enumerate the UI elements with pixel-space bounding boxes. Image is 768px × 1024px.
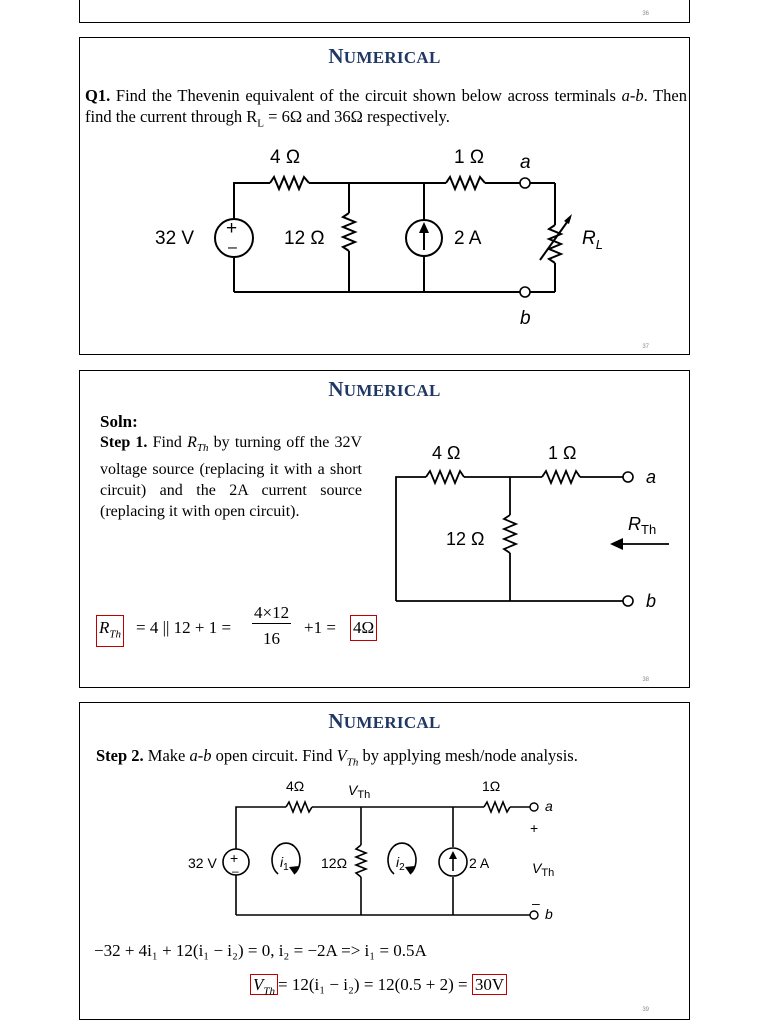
- question-text: Q1. Find the Thevenin equivalent of the circuit shown below across terminals a-b. Then find the current through $R_L = 6\Omega$ and 36Ω respectively.: [85, 86, 687, 130]
- slide-2: [79, 37, 690, 355]
- label-vth-top: $V_{Th}$: [348, 782, 371, 801]
- step1-text: Step 1. Find $R_{Th}$ by turning off the 32V voltage source (replacing it with a short circuit) and the 2A current source (replacing it with open circuit).: [100, 434, 363, 521]
- label-b: b: [520, 308, 531, 329]
- slide-title: NUMERICAL: [328, 709, 441, 733]
- label-i2: $i_2$: [396, 854, 405, 873]
- page-number: 38: [642, 677, 649, 683]
- label-12ohm: 12Ω: [321, 855, 348, 871]
- minus-sign: –: [232, 864, 239, 878]
- slide-1: [79, 0, 690, 23]
- label-minus: –: [532, 895, 540, 911]
- solution-label: Soln:: [100, 412, 138, 431]
- circuit-diagram-3: [80, 703, 691, 1021]
- circuit-diagram-1: [80, 38, 691, 356]
- resistor-12ohm: [504, 515, 516, 553]
- plus-sign: +: [230, 850, 239, 866]
- page-number: 37: [642, 344, 649, 350]
- label-1ohm: 1 Ω: [454, 147, 485, 168]
- terminal-a: [530, 803, 538, 811]
- label-plus: +: [530, 820, 539, 836]
- label-b: b: [545, 906, 553, 922]
- minus-sign: –: [228, 239, 237, 256]
- rth-symbol-box: $R_{Th}$: [96, 615, 124, 647]
- resistor-1ohm: [542, 471, 580, 483]
- label-b: b: [646, 591, 657, 611]
- resistor-12ohm: [343, 213, 355, 251]
- slide-3: NUMERICAL Soln: Step 1. Find $R_{Th}$ by turning off the 32V voltage source (replacing it with a short circuit) and the 2A current source (replacing it with open circuit). 4 Ω 1 Ω 12 Ω a b $R_{Th}$ $R_{Th}$ = 4 || 12 + 1 = 4×12 16 +1 = 4Ω 38: [79, 370, 690, 688]
- resistor-1ohm: [446, 177, 485, 189]
- resistor-4ohm: [426, 471, 464, 483]
- rth-result-box: 4Ω: [350, 615, 377, 641]
- slide-4: [79, 702, 690, 1020]
- terminal-b: [530, 911, 538, 919]
- label-1ohm: 1 Ω: [548, 443, 577, 463]
- step2-text: Step 2. Make a-b open circuit. Find $V_{Th}$ by applying mesh/node analysis.: [96, 746, 578, 769]
- label-a: a: [545, 798, 553, 814]
- label-32v: 32 V: [155, 228, 195, 249]
- vth-result-box: 30V: [472, 974, 507, 995]
- label-a: a: [646, 467, 657, 487]
- terminal-a: [520, 178, 530, 188]
- circuit-diagram-2: [80, 371, 691, 689]
- page-number: 36: [642, 11, 649, 17]
- label-vth-side: $V_{Th}$: [532, 860, 555, 879]
- label-rl: $R_L$: [582, 228, 603, 252]
- page-number: 39: [642, 1007, 649, 1013]
- label-4ohm: 4 Ω: [270, 147, 301, 168]
- label-32v: 32 V: [188, 855, 217, 871]
- label-4ohm: 4 Ω: [432, 443, 461, 463]
- resistor-12ohm: [356, 845, 366, 877]
- plus-sign: +: [226, 218, 238, 239]
- label-12ohm: 12 Ω: [446, 529, 485, 549]
- vth-symbol-box: $V_{Th}$: [250, 974, 278, 995]
- terminal-b: [623, 596, 633, 606]
- terminal-a: [623, 472, 633, 482]
- label-2a: 2 A: [454, 228, 482, 249]
- slide-title: NUMERICAL: [328, 377, 441, 401]
- resistor-4ohm: [286, 802, 312, 812]
- label-1ohm: 1Ω: [482, 778, 501, 794]
- label-4ohm: 4Ω: [286, 778, 305, 794]
- label-i1: $i_1$: [280, 854, 289, 873]
- label-2a: 2 A: [469, 855, 490, 871]
- terminal-b: [520, 287, 530, 297]
- resistor-1ohm: [484, 802, 510, 812]
- mesh-equation: −32 + 4i₁ + 12(i₁ − i₂) = 0, i₂ = −2A => i₁ = 0.5A: [94, 941, 427, 960]
- slide-title: NUMERICAL: [328, 44, 441, 68]
- resistor-4ohm: [270, 177, 309, 189]
- label-a: a: [520, 152, 531, 173]
- label-rth: $R_{Th}$: [628, 514, 657, 537]
- label-12ohm: 12 Ω: [284, 228, 325, 249]
- vth-equation: $V_{Th} = 12(i_1 - i_2) = 12(0.5 + 2) = 30V$: [250, 975, 507, 997]
